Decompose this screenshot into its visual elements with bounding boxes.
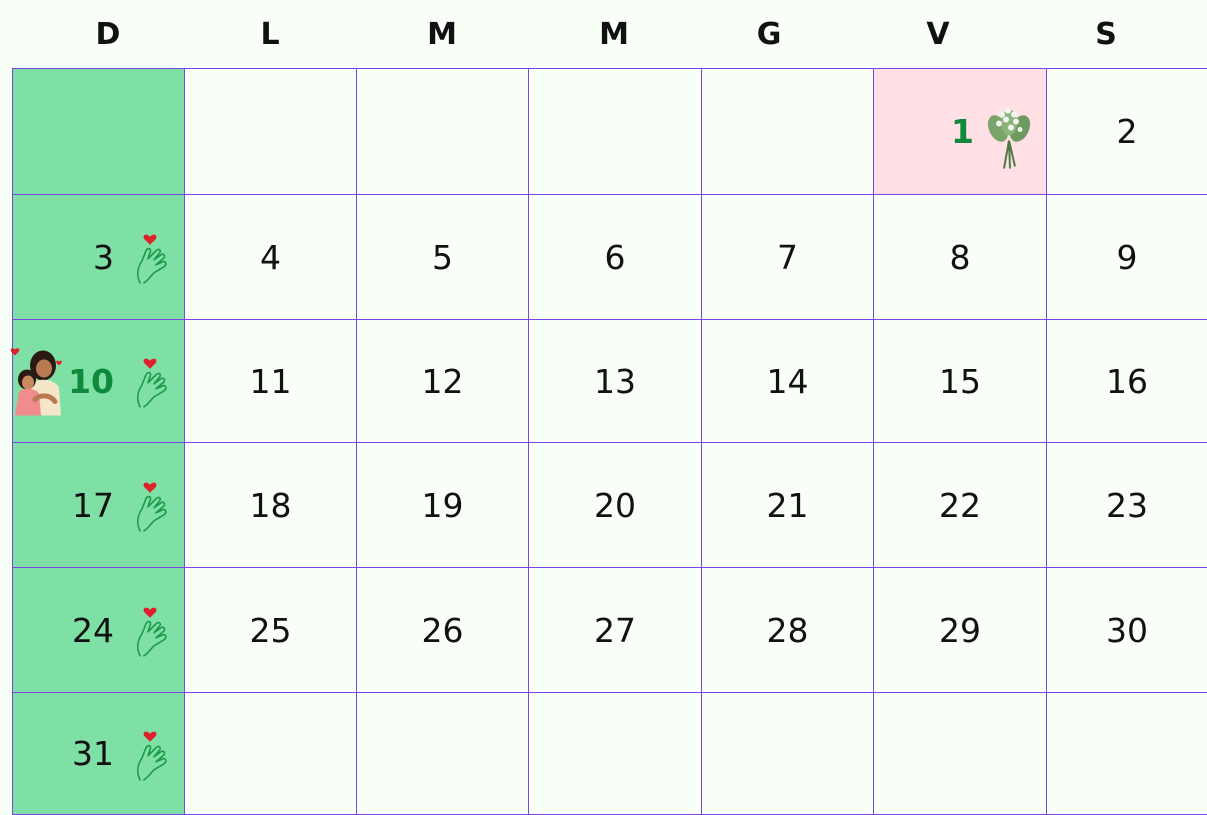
empty-cell-saturday bbox=[1047, 693, 1207, 815]
day-cell-14[interactable] bbox=[702, 320, 874, 443]
day-cell-20[interactable] bbox=[529, 443, 702, 568]
day-number: 5 bbox=[432, 237, 453, 277]
lily-of-the-valley-bouquet-icon bbox=[984, 100, 1034, 175]
day-cell-16[interactable] bbox=[1047, 320, 1207, 443]
day-number: 6 bbox=[604, 237, 626, 277]
day-cell-30[interactable] bbox=[1047, 568, 1207, 693]
empty-cell-tuesday bbox=[357, 693, 529, 815]
day-number: 8 bbox=[949, 237, 971, 277]
empty-cell-friday bbox=[874, 693, 1047, 815]
day-number: 22 bbox=[939, 485, 981, 525]
weekday-header bbox=[0, 0, 1207, 68]
day-number: 26 bbox=[421, 610, 464, 650]
day-cell-3[interactable] bbox=[13, 195, 185, 320]
day-cell-2[interactable] bbox=[1047, 69, 1207, 195]
day-number: 21 bbox=[766, 485, 809, 525]
empty-cell-thursday bbox=[702, 693, 874, 815]
heart-hand-icon bbox=[130, 475, 170, 533]
day-cell-4[interactable] bbox=[185, 195, 357, 320]
day-cell-24[interactable] bbox=[13, 568, 185, 693]
day-number: 19 bbox=[421, 485, 464, 525]
empty-cell-tuesday bbox=[357, 69, 529, 195]
day-number: 3 bbox=[93, 237, 114, 277]
day-number: 16 bbox=[1106, 361, 1148, 401]
day-cell-31[interactable] bbox=[13, 693, 185, 815]
day-number: 28 bbox=[766, 610, 809, 650]
weekday-wednesday: M bbox=[599, 16, 629, 52]
mother-hugging-child-icon bbox=[7, 342, 67, 421]
day-cell-22[interactable] bbox=[874, 443, 1047, 568]
day-cell-7[interactable] bbox=[702, 195, 874, 320]
day-cell-1[interactable] bbox=[874, 69, 1047, 195]
weekday-tuesday: M bbox=[427, 16, 457, 52]
day-number: 13 bbox=[594, 361, 636, 401]
day-cell-18[interactable] bbox=[185, 443, 357, 568]
day-cell-9[interactable] bbox=[1047, 195, 1207, 320]
day-number: 12 bbox=[421, 361, 464, 401]
empty-cell-sunday bbox=[13, 69, 185, 195]
empty-cell-thursday bbox=[702, 69, 874, 195]
heart-hand-icon bbox=[130, 351, 170, 409]
day-cell-17[interactable] bbox=[13, 443, 185, 568]
day-cell-10[interactable] bbox=[13, 320, 185, 443]
empty-cell-wednesday bbox=[529, 693, 702, 815]
day-cell-13[interactable] bbox=[529, 320, 702, 443]
heart-hand-icon bbox=[130, 475, 170, 538]
day-cell-19[interactable] bbox=[357, 443, 529, 568]
day-number: 20 bbox=[594, 485, 636, 525]
weekday-saturday: S bbox=[1095, 16, 1117, 52]
day-number: 27 bbox=[594, 610, 636, 650]
day-cell-25[interactable] bbox=[185, 568, 357, 693]
heart-hand-icon bbox=[130, 600, 170, 663]
day-cell-29[interactable] bbox=[874, 568, 1047, 693]
day-number: 25 bbox=[249, 610, 292, 650]
day-cell-5[interactable] bbox=[357, 195, 529, 320]
day-number: 10 bbox=[68, 361, 114, 401]
day-cell-21[interactable] bbox=[702, 443, 874, 568]
day-number: 31 bbox=[72, 734, 114, 773]
day-number: 9 bbox=[1116, 237, 1138, 277]
day-cell-6[interactable] bbox=[529, 195, 702, 320]
day-cell-23[interactable] bbox=[1047, 443, 1207, 568]
day-number: 29 bbox=[939, 610, 981, 650]
heart-hand-icon bbox=[130, 227, 170, 285]
weekday-thursday: G bbox=[756, 16, 782, 52]
day-number: 15 bbox=[939, 361, 981, 401]
day-cell-28[interactable] bbox=[702, 568, 874, 693]
empty-cell-wednesday bbox=[529, 69, 702, 195]
weekday-friday: V bbox=[926, 16, 950, 52]
day-number: 4 bbox=[260, 237, 281, 277]
day-number: 7 bbox=[777, 237, 798, 277]
heart-hand-icon bbox=[130, 723, 170, 786]
lily-of-the-valley-bouquet-icon bbox=[984, 100, 1034, 170]
day-number: 24 bbox=[72, 610, 114, 650]
day-number: 14 bbox=[766, 361, 809, 401]
day-cell-11[interactable] bbox=[185, 320, 357, 443]
empty-cell-monday bbox=[185, 693, 357, 815]
day-number: 1 bbox=[951, 112, 974, 151]
day-cell-12[interactable] bbox=[357, 320, 529, 443]
day-cell-26[interactable] bbox=[357, 568, 529, 693]
empty-cell-monday bbox=[185, 69, 357, 195]
day-cell-8[interactable] bbox=[874, 195, 1047, 320]
heart-hand-icon bbox=[130, 227, 170, 290]
heart-hand-icon bbox=[130, 351, 170, 414]
day-cell-27[interactable] bbox=[529, 568, 702, 693]
weekday-sunday: D bbox=[95, 16, 121, 52]
heart-hand-icon bbox=[130, 723, 170, 781]
day-number: 2 bbox=[1116, 112, 1138, 151]
day-number: 30 bbox=[1106, 610, 1148, 650]
day-number: 17 bbox=[72, 485, 114, 525]
heart-hand-icon bbox=[130, 600, 170, 658]
mother-hugging-child-icon bbox=[7, 342, 67, 416]
day-number: 11 bbox=[249, 361, 292, 401]
weekday-monday: L bbox=[260, 16, 280, 52]
day-number: 18 bbox=[249, 485, 292, 525]
calendar-grid bbox=[12, 68, 1207, 815]
day-number: 23 bbox=[1106, 485, 1148, 525]
day-cell-15[interactable] bbox=[874, 320, 1047, 443]
